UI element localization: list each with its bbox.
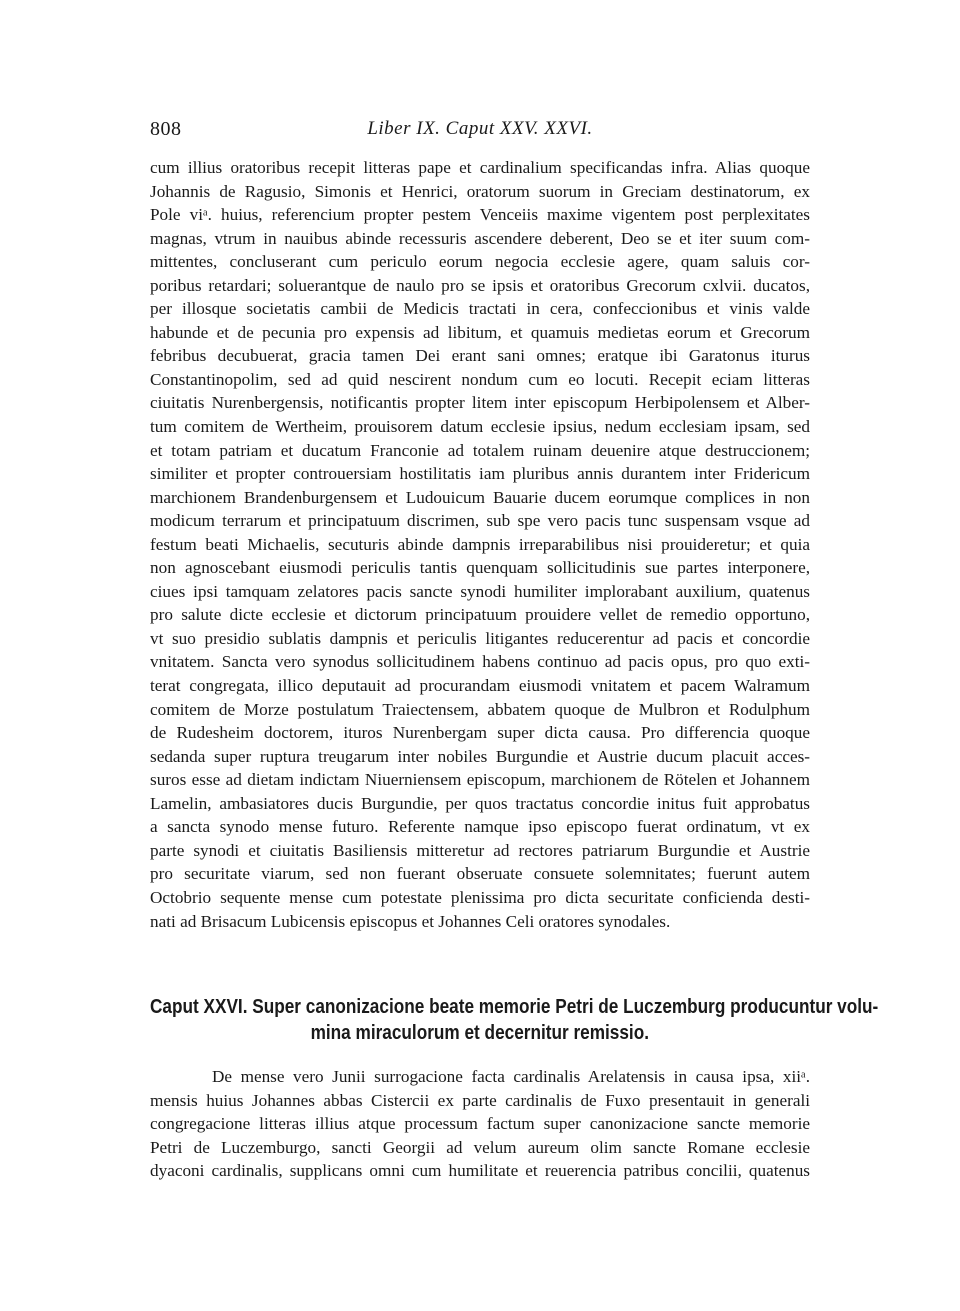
text-line: Lamelin, ambasiatores ducis Burgundie, per quos tractatus concordie initus fuit approbatus [150,793,810,813]
text-line: modicum terrarum et principatuum discrimen, sub spe vero pacis tunc suspensam vsque ad [150,511,810,531]
text-line: et totam patriam et ducatum Franconie ad totalem ruinam deuenire atque destruccionem; [150,440,810,460]
text-line: non agnoscebant eiusmodi periculis tantis quenquam sollicitudinis sue partes interponere, [150,558,810,578]
text-line: similiter et propter controuersiam hostilitatis iam pluribus annis durantem inter Fridericum [150,464,810,484]
text-line: Octobrio sequente mense cum potestate plenissima pro dicta securitate conficienda desti- [150,887,810,907]
page-header [150,118,810,146]
text-line: terat congregata, illico deputauit ad procurandam eiusmodi vnitatem et pacem Walramum [150,676,810,696]
text-line: comitem de Morze postulatum Traiectensem, abbatem quoque de Mulbron et Rodulphum [150,699,810,719]
chapter-heading-line: Caput XXVI. Super canonizacione beate memorie Petri de Luczemburg producuntur volu- [150,996,879,1018]
text-line: suros esse ad dietam indictam Niuerniensem episcopum, marchionem de Rötelen et Johannem [150,770,810,790]
text-line: marchionem Brandenburgensem et Ludouicum Bauarie ducem eorumque complices in non [150,487,810,507]
text-line: De mense vero Junii surrogacione facta cardinalis Arelatensis in causa ipsa, xiiᵃ. [212,1067,810,1086]
text-line: Petri de Luczemburgo, sancti Georgii ad velum aureum olim sancte Romane ecclesie [150,1137,810,1157]
text-line: tum comitem de Wertheim, prouisorem datum ecclesie ipsius, nedum ecclesiam ipsam, sed [150,417,810,437]
text-line: vnitatem. Sancta vero synodus sollicitudinem habens continuo ad pacis opus, pro quo exti- [150,652,810,672]
text-line: nati ad Brisacum Lubicensis episcopus et Johannes Celi oratores synodales. [150,911,671,931]
text-line: per illosque societatis cambii de Medicis tractati in cera, confeccionibus et vinis valde [150,299,810,319]
chapter-xxvi-heading [150,994,879,1046]
text-line: pro securitate viarum, sed non fuerant obseruate consuete solemnitates; fuerunt autem [150,864,810,884]
text-line: a sancta synodo mense futuro. Referente namque ipso episcopo fuerat ordinatum, vt ex [150,817,810,837]
running-title: Liber IX. Caput XXV. XXVI. [367,118,593,139]
text-line: congregacione litteras illius atque processum factum super canonizacione sancte memorie [150,1114,810,1134]
text-line: habunde et de pecunia pro expensis ad libitum, et quamuis medietas eorum et Grecorum [150,322,810,342]
text-line: mensis huius Johannes abbas Cistercii ex parte cardinalis de Fuxo presentauit in generali [150,1090,810,1110]
text-line: dyaconi cardinalis, supplicans omni cum humilitate et reuerencia patribus concilii, quatenus [150,1161,810,1181]
text-line: ciuitatis Nurenbergensis, notificantis propter litem inter episcopum Herbipolensem et Alber- [150,393,810,413]
text-line: magnas, vtrum in nauibus abinde recessuris ascendere deberent, Deo se et iter suum com- [150,228,810,248]
text-line: de Rudesheim doctorem, ituros Nurenbergam super dicta causa. Pro differencia quoque [150,723,810,743]
text-line: febribus decubuerat, gracia tamen Dei erant sani omnes; eratque ibi Garatonus iturus [150,346,810,366]
text-line: vt suo presidio sublatis dampnis et periculis litigantes reducerentur ad pacis et concordie [150,628,810,648]
chapter-xxvi-body [150,1065,810,1183]
text-line: pro salute dicte ecclesie et dictorum principatuum prouidere vellet de remedio opportuno, [150,605,810,625]
text-line: mittentes, concluserant cum periculo eorum negocia ecclesie agere, quam saluis cor- [150,252,810,272]
chapter-heading-line: mina miraculorum et decernitur remissio. [310,1022,650,1044]
text-line: Pole viᵃ. huius, referencium propter pestem Venceiis maxime vigentem post perplexitates [150,205,810,225]
text-line: poribus retardari; soluerantque de naulo pro se ipsis et oratoribus Grecorum cxlvii. ducatos, [150,275,810,295]
text-line: sedanda super ruptura treugarum inter nobiles Burgundie et Austrie ducum placuit acces- [150,746,810,766]
text-line: Constantinopolim, sed ad quid nescirent nondum cum eo locuti. Recepit eciam litteras [150,369,810,389]
text-line: festum beati Michaelis, secuturis abinde dampnis irreparabilibus nisi prouideretur; et quia [150,534,810,554]
text-line: parte synodi et ciuitatis Basiliensis mitteretur ad rectores patriarum Burgundie et Austrie [150,840,810,860]
text-line: cum illius oratoribus recepit litteras pape et cardinalium specificandas infra. Alias quoque [150,158,810,177]
text-line: ciues ipsi tamquam zelatores pacis sancte synodi humiliter implorabant auxilium, quatenus [150,581,810,601]
chapter-xxv-body [150,156,810,933]
text-line: Johannis de Ragusio, Simonis et Henrici, oratorum suorum in Greciam destinatorum, ex [150,181,810,201]
page-number: 808 [150,118,182,140]
